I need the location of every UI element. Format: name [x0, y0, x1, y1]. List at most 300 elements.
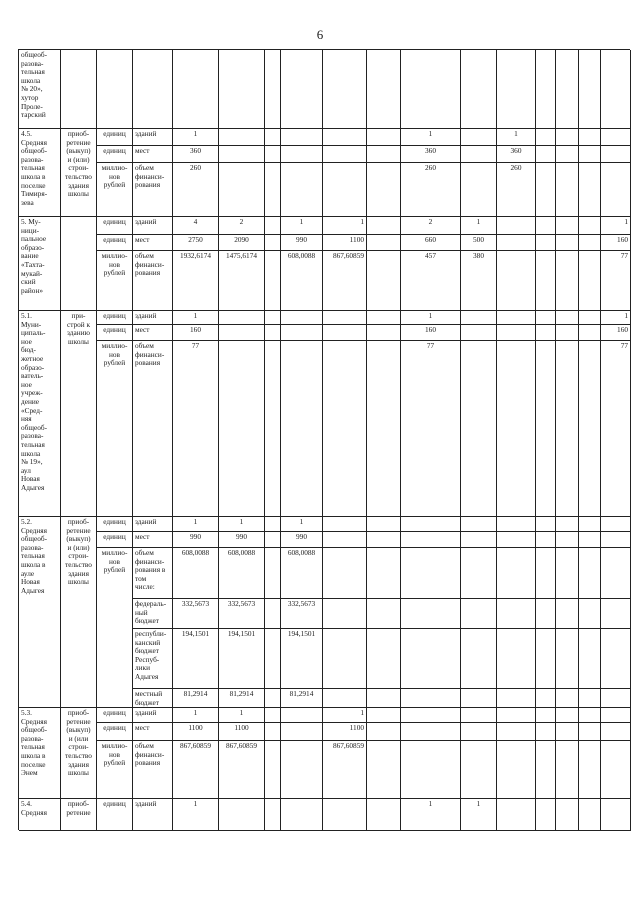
value-cell: 867,60859 [323, 741, 367, 799]
value-cell [556, 146, 579, 163]
value-cell [556, 129, 579, 146]
indicator-cell: мест [133, 723, 173, 741]
value-cell [536, 146, 556, 163]
value-cell [323, 599, 367, 629]
indicator-cell [133, 50, 173, 129]
value-cell [367, 325, 401, 341]
value-cell [323, 532, 367, 548]
value-cell [265, 146, 281, 163]
value-cell: 500 [461, 235, 497, 251]
value-cell [536, 799, 556, 831]
value-cell [579, 163, 601, 217]
value-cell: 1100 [323, 235, 367, 251]
unit-cell: миллио- нов рублей [97, 251, 133, 311]
value-cell [265, 741, 281, 799]
value-cell [536, 741, 556, 799]
value-cell [281, 325, 323, 341]
value-cell [367, 311, 401, 325]
value-cell [461, 689, 497, 708]
value-cell: 608,0088 [173, 548, 219, 599]
value-cell [281, 311, 323, 325]
value-cell [497, 311, 536, 325]
unit-cell: миллио- нов рублей [97, 741, 133, 799]
value-cell [219, 50, 265, 129]
value-cell [536, 235, 556, 251]
value-cell: 4 [173, 217, 219, 235]
value-cell: 990 [219, 532, 265, 548]
value-cell [497, 629, 536, 689]
value-cell [401, 517, 461, 532]
value-cell [367, 235, 401, 251]
value-cell [601, 50, 631, 129]
value-cell [367, 599, 401, 629]
value-cell [579, 217, 601, 235]
value-cell [219, 129, 265, 146]
value-cell [556, 325, 579, 341]
value-cell [556, 50, 579, 129]
object-name-cell: 5. Му- ници- пальное образо- вание «Тахта- мукай- ский район» [19, 217, 61, 311]
value-cell [367, 689, 401, 708]
value-cell [461, 325, 497, 341]
indicator-cell: местный бюджет [133, 689, 173, 708]
indicator-cell: федераль- ный бюджет [133, 599, 173, 629]
value-cell [461, 163, 497, 217]
value-cell [556, 532, 579, 548]
value-cell [579, 50, 601, 129]
value-cell [536, 129, 556, 146]
value-cell: 81,2914 [219, 689, 265, 708]
value-cell: 194,1501 [281, 629, 323, 689]
value-cell: 1 [173, 129, 219, 146]
event-cell: приоб- ретение (выкуп) и (или) строи- тельство здания школы [61, 517, 97, 708]
unit-cell: единиц [97, 799, 133, 831]
indicator-cell: зданий [133, 799, 173, 831]
value-cell [536, 341, 556, 517]
unit-cell [97, 50, 133, 129]
value-cell: 1 [323, 217, 367, 235]
value-cell [367, 163, 401, 217]
value-cell [601, 741, 631, 799]
value-cell: 77 [601, 251, 631, 311]
value-cell [461, 708, 497, 723]
value-cell: 1 [323, 708, 367, 723]
value-cell [556, 235, 579, 251]
value-cell: 2 [401, 217, 461, 235]
value-cell [601, 723, 631, 741]
value-cell [579, 708, 601, 723]
value-cell [497, 251, 536, 311]
value-cell: 990 [281, 532, 323, 548]
value-cell: 160 [173, 325, 219, 341]
indicator-cell: зданий [133, 217, 173, 235]
value-cell [497, 517, 536, 532]
value-cell: 1 [401, 129, 461, 146]
value-cell [497, 741, 536, 799]
value-cell [323, 50, 367, 129]
value-cell [367, 251, 401, 311]
value-cell [579, 629, 601, 689]
event-cell: приоб- ретение (выкуп) и (или строи- тельство здания школы [61, 708, 97, 799]
value-cell [601, 548, 631, 599]
value-cell [219, 799, 265, 831]
value-cell [323, 548, 367, 599]
value-cell [367, 629, 401, 689]
financing-table [18, 49, 630, 830]
value-cell [367, 146, 401, 163]
value-cell: 2750 [173, 235, 219, 251]
value-cell [265, 341, 281, 517]
indicator-cell: объем финанси- рования [133, 341, 173, 517]
value-cell [323, 163, 367, 217]
value-cell [579, 146, 601, 163]
value-cell [556, 217, 579, 235]
indicator-cell: мест [133, 235, 173, 251]
unit-cell: миллио- нов рублей [97, 341, 133, 517]
value-cell [497, 341, 536, 517]
value-cell: 360 [173, 146, 219, 163]
value-cell [219, 311, 265, 325]
unit-cell: единиц [97, 129, 133, 146]
value-cell [265, 629, 281, 689]
value-cell: 1100 [323, 723, 367, 741]
value-cell [265, 129, 281, 146]
value-cell [265, 708, 281, 723]
value-cell: 1 [281, 517, 323, 532]
value-cell: 332,5673 [173, 599, 219, 629]
object-name-cell: 5.4. Средняя [19, 799, 61, 831]
value-cell: 194,1501 [219, 629, 265, 689]
value-cell [579, 311, 601, 325]
value-cell: 2090 [219, 235, 265, 251]
value-cell [265, 50, 281, 129]
value-cell [536, 325, 556, 341]
value-cell [367, 548, 401, 599]
value-cell [497, 50, 536, 129]
value-cell [536, 163, 556, 217]
value-cell [461, 341, 497, 517]
value-cell [367, 50, 401, 129]
value-cell [579, 129, 601, 146]
value-cell [323, 689, 367, 708]
value-cell [497, 235, 536, 251]
value-cell [367, 741, 401, 799]
value-cell [461, 129, 497, 146]
value-cell [461, 50, 497, 129]
value-cell [579, 532, 601, 548]
value-cell [265, 689, 281, 708]
value-cell [497, 799, 536, 831]
value-cell [401, 532, 461, 548]
value-cell [265, 517, 281, 532]
value-cell [461, 517, 497, 532]
value-cell [265, 325, 281, 341]
value-cell [265, 799, 281, 831]
unit-cell: единиц [97, 235, 133, 251]
value-cell [579, 341, 601, 517]
value-cell: 660 [401, 235, 461, 251]
value-cell [367, 799, 401, 831]
value-cell [579, 723, 601, 741]
unit-cell: единиц [97, 532, 133, 548]
value-cell: 77 [173, 341, 219, 517]
value-cell [497, 689, 536, 708]
value-cell: 77 [601, 341, 631, 517]
value-cell [601, 689, 631, 708]
value-cell: 1 [401, 311, 461, 325]
indicator-cell: объем финанси- рования [133, 251, 173, 311]
value-cell [556, 517, 579, 532]
unit-cell: миллио- нов рублей [97, 548, 133, 708]
value-cell: 867,60859 [173, 741, 219, 799]
value-cell [265, 217, 281, 235]
value-cell: 194,1501 [173, 629, 219, 689]
value-cell [265, 532, 281, 548]
value-cell: 990 [281, 235, 323, 251]
value-cell [497, 708, 536, 723]
value-cell [556, 548, 579, 599]
value-cell [265, 548, 281, 599]
value-cell [579, 325, 601, 341]
event-cell [61, 50, 97, 129]
value-cell [556, 599, 579, 629]
value-cell [556, 629, 579, 689]
value-cell: 260 [497, 163, 536, 217]
object-name-cell: 5.1. Муни- ципаль- ное бюд- жетное образо- ватель- ное учреж- дение «Сред- няя общеоб- разова- тельная школа № 19», аул Новая Адыгея [19, 311, 61, 517]
unit-cell: единиц [97, 517, 133, 532]
value-cell [556, 708, 579, 723]
object-name-cell: 5.3. Средняя общеоб- разова- тельная школа в поселке Энем [19, 708, 61, 799]
indicator-cell: мест [133, 532, 173, 548]
value-cell [461, 532, 497, 548]
value-cell: 608,0088 [281, 548, 323, 599]
value-cell [536, 532, 556, 548]
value-cell [461, 629, 497, 689]
value-cell: 332,5673 [281, 599, 323, 629]
object-name-cell: 5.2. Средняя общеоб- разова- тельная школа в ауле Новая Адыгея [19, 517, 61, 708]
value-cell [367, 341, 401, 517]
value-cell [401, 723, 461, 741]
value-cell [281, 723, 323, 741]
indicator-cell: зданий [133, 129, 173, 146]
value-cell: 1 [401, 799, 461, 831]
value-cell [401, 629, 461, 689]
value-cell [536, 517, 556, 532]
value-cell [579, 741, 601, 799]
value-cell: 1932,6174 [173, 251, 219, 311]
event-cell: приоб- ретение [61, 799, 97, 831]
value-cell [536, 723, 556, 741]
value-cell [601, 517, 631, 532]
value-cell [367, 217, 401, 235]
value-cell [219, 325, 265, 341]
value-cell [579, 599, 601, 629]
value-cell [265, 599, 281, 629]
value-cell [401, 741, 461, 799]
value-cell [497, 548, 536, 599]
value-cell [601, 146, 631, 163]
value-cell [556, 741, 579, 799]
value-cell [601, 708, 631, 723]
value-cell: 260 [401, 163, 461, 217]
value-cell [367, 708, 401, 723]
indicator-cell: зданий [133, 708, 173, 723]
unit-cell: миллио- нов рублей [97, 163, 133, 217]
value-cell: 1 [601, 217, 631, 235]
value-cell: 360 [497, 146, 536, 163]
value-cell [461, 741, 497, 799]
value-cell [281, 341, 323, 517]
value-cell: 77 [401, 341, 461, 517]
value-cell [536, 251, 556, 311]
event-cell: приоб- ретение (выкуп) и (или) строи- тельство здания школы [61, 129, 97, 217]
value-cell: 1 [173, 708, 219, 723]
value-cell [401, 599, 461, 629]
value-cell: 160 [401, 325, 461, 341]
value-cell [536, 311, 556, 325]
value-cell: 1 [461, 799, 497, 831]
value-cell: 1 [173, 311, 219, 325]
value-cell: 1 [173, 799, 219, 831]
value-cell [556, 251, 579, 311]
indicator-cell: мест [133, 325, 173, 341]
value-cell [556, 163, 579, 217]
indicator-cell: зданий [133, 517, 173, 532]
value-cell [601, 129, 631, 146]
value-cell [556, 311, 579, 325]
value-cell: 1475,6174 [219, 251, 265, 311]
value-cell: 332,5673 [219, 599, 265, 629]
value-cell [281, 741, 323, 799]
value-cell [579, 689, 601, 708]
value-cell [536, 629, 556, 689]
value-cell [367, 517, 401, 532]
value-cell [461, 599, 497, 629]
value-cell [281, 799, 323, 831]
value-cell [281, 146, 323, 163]
value-cell [601, 532, 631, 548]
value-cell [323, 325, 367, 341]
value-cell: 1100 [173, 723, 219, 741]
value-cell [497, 599, 536, 629]
unit-cell: единиц [97, 311, 133, 325]
value-cell [401, 50, 461, 129]
value-cell [601, 599, 631, 629]
value-cell [497, 723, 536, 741]
value-cell: 608,0088 [219, 548, 265, 599]
value-cell [281, 129, 323, 146]
value-cell: 360 [401, 146, 461, 163]
value-cell [265, 251, 281, 311]
value-cell: 608,0088 [281, 251, 323, 311]
value-cell [461, 311, 497, 325]
value-cell [219, 163, 265, 217]
value-cell [536, 548, 556, 599]
value-cell [401, 548, 461, 599]
value-cell [497, 325, 536, 341]
indicator-cell: республи- канский бюджет Респуб- лики Адыгея [133, 629, 173, 689]
value-cell [579, 548, 601, 599]
value-cell [579, 799, 601, 831]
unit-cell: единиц [97, 217, 133, 235]
value-cell: 990 [173, 532, 219, 548]
value-cell [367, 723, 401, 741]
value-cell: 867,60859 [323, 251, 367, 311]
value-cell: 867,60859 [219, 741, 265, 799]
value-cell [461, 723, 497, 741]
value-cell [556, 799, 579, 831]
value-cell [461, 146, 497, 163]
value-cell: 1 [601, 311, 631, 325]
value-cell [579, 251, 601, 311]
value-cell [497, 217, 536, 235]
value-cell [461, 548, 497, 599]
value-cell: 2 [219, 217, 265, 235]
value-cell [497, 532, 536, 548]
event-cell [61, 217, 97, 311]
value-cell: 260 [173, 163, 219, 217]
value-cell [579, 235, 601, 251]
value-cell: 1100 [219, 723, 265, 741]
value-cell [281, 50, 323, 129]
value-cell [601, 799, 631, 831]
value-cell: 1 [461, 217, 497, 235]
value-cell [536, 689, 556, 708]
value-cell [219, 146, 265, 163]
value-cell: 160 [601, 235, 631, 251]
value-cell: 457 [401, 251, 461, 311]
value-cell [323, 629, 367, 689]
indicator-cell: объем финанси- рования [133, 741, 173, 799]
value-cell [556, 689, 579, 708]
value-cell [281, 163, 323, 217]
value-cell [579, 517, 601, 532]
value-cell: 1 [219, 708, 265, 723]
value-cell: 380 [461, 251, 497, 311]
value-cell [281, 708, 323, 723]
indicator-cell: объем финанси- рования в том числе: [133, 548, 173, 599]
value-cell [323, 129, 367, 146]
value-cell: 160 [601, 325, 631, 341]
event-cell: при- строй к зданию школы [61, 311, 97, 517]
value-cell: 1 [497, 129, 536, 146]
value-cell: 1 [281, 217, 323, 235]
unit-cell: единиц [97, 708, 133, 723]
indicator-cell: объем финанси- рования [133, 163, 173, 217]
value-cell [265, 311, 281, 325]
value-cell [401, 689, 461, 708]
value-cell: 1 [173, 517, 219, 532]
value-cell [323, 341, 367, 517]
indicator-cell: мест [133, 146, 173, 163]
value-cell [367, 532, 401, 548]
value-cell [536, 599, 556, 629]
value-cell [556, 341, 579, 517]
value-cell [536, 50, 556, 129]
value-cell [601, 629, 631, 689]
unit-cell: единиц [97, 146, 133, 163]
value-cell [401, 708, 461, 723]
value-cell [323, 799, 367, 831]
value-cell [323, 311, 367, 325]
object-name-cell: 4.5. Средняя общеоб- разова- тельная школа в поселке Тимиря- зева [19, 129, 61, 217]
value-cell [173, 50, 219, 129]
value-cell [265, 235, 281, 251]
unit-cell: единиц [97, 325, 133, 341]
value-cell: 81,2914 [173, 689, 219, 708]
value-cell [536, 217, 556, 235]
value-cell [536, 708, 556, 723]
value-cell: 81,2914 [281, 689, 323, 708]
